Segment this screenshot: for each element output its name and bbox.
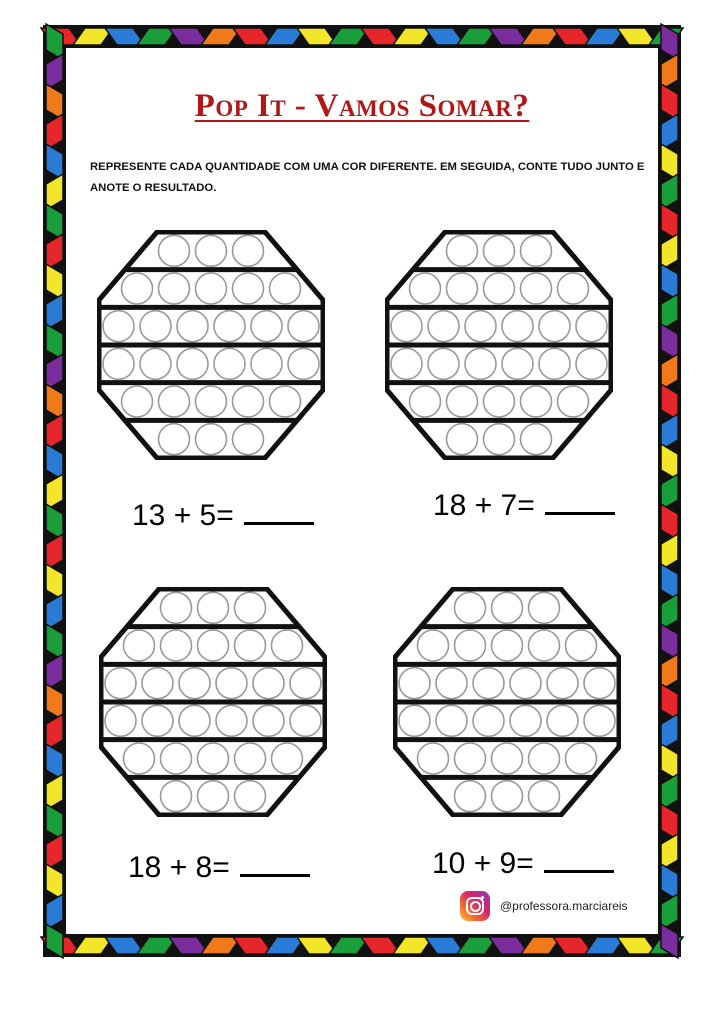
pop-bubble [484, 424, 515, 455]
pop-bubble [566, 630, 597, 661]
answer-blank[interactable] [544, 846, 614, 873]
sum-expression: 18 + 8= [128, 851, 230, 884]
sum-exercise-3 [128, 850, 310, 885]
answer-blank[interactable] [545, 488, 615, 515]
pop-bubble [251, 311, 282, 342]
instagram-icon [460, 891, 490, 921]
pop-bubble [547, 668, 578, 699]
pop-bubble [233, 386, 264, 417]
social-handle [460, 891, 628, 921]
pop-bubble [270, 273, 301, 304]
pop-bubble [159, 386, 190, 417]
pop-bubble [391, 348, 422, 379]
pop-bubble [436, 705, 467, 736]
pop-bubble [235, 592, 266, 623]
pop-bubble [216, 668, 247, 699]
pop-bubble [484, 386, 515, 417]
pop-bubble [584, 705, 615, 736]
pop-bubble [251, 348, 282, 379]
pop-bubble [122, 273, 153, 304]
pop-bubble [391, 311, 422, 342]
pop-bubble [272, 630, 303, 661]
pop-bubble [124, 630, 155, 661]
pop-bubble [428, 311, 459, 342]
pop-bubble [521, 235, 552, 266]
pop-bubble [159, 273, 190, 304]
pop-bubble [196, 424, 227, 455]
pop-bubble [233, 235, 264, 266]
pop-bubble [447, 273, 478, 304]
sum-expression: 18 + 7= [433, 489, 535, 522]
pop-bubble [105, 668, 136, 699]
pop-bubble [529, 592, 560, 623]
pop-bubble [510, 668, 541, 699]
pop-bubble [235, 630, 266, 661]
sum-exercise-4 [432, 846, 614, 881]
popit-octagon-4 [393, 587, 621, 817]
pop-bubble [179, 668, 210, 699]
pop-bubble [235, 743, 266, 774]
page-title: Pop It - Vamos Somar? [194, 88, 530, 124]
pop-bubble [428, 348, 459, 379]
pop-bubble [455, 630, 486, 661]
pop-bubble [233, 424, 264, 455]
pop-bubble [566, 743, 597, 774]
pop-bubble [492, 781, 523, 812]
handle-text: @professora.marciareis [500, 899, 628, 913]
pop-bubble [455, 781, 486, 812]
pop-bubble [142, 705, 173, 736]
pop-bubble [521, 424, 552, 455]
pop-bubble [103, 348, 134, 379]
pop-bubble [576, 311, 607, 342]
pop-bubble [179, 705, 210, 736]
pop-bubble [447, 424, 478, 455]
pop-bubble [159, 424, 190, 455]
popit-octagon-1 [97, 230, 325, 460]
pop-bubble [198, 743, 229, 774]
pop-bubble [418, 743, 449, 774]
sum-expression: 10 + 9= [432, 847, 534, 880]
pop-bubble [547, 705, 578, 736]
pop-bubble [124, 743, 155, 774]
pop-bubble [161, 630, 192, 661]
pop-bubble [502, 311, 533, 342]
instructions-text: REPRESENTE CADA QUANTIDADE COM UMA COR DIFERENTE. EM SEGUIDA, CONTE TUDO JUNTO E ANOTE O RESULTADO. [90, 161, 645, 194]
pop-bubble [105, 705, 136, 736]
pop-bubble [529, 743, 560, 774]
answer-blank[interactable] [240, 850, 310, 877]
pop-bubble [576, 348, 607, 379]
pop-bubble [399, 705, 430, 736]
pop-bubble [288, 311, 319, 342]
pop-bubble [177, 348, 208, 379]
pop-bubble [465, 348, 496, 379]
pop-bubble [233, 273, 264, 304]
pop-bubble [140, 311, 171, 342]
pop-bubble [122, 386, 153, 417]
pop-bubble [418, 630, 449, 661]
pop-bubble [272, 743, 303, 774]
pop-bubble [177, 311, 208, 342]
pop-bubble [198, 630, 229, 661]
pop-bubble [465, 311, 496, 342]
popit-octagon-3 [99, 587, 327, 817]
pop-bubble [214, 311, 245, 342]
pop-bubble [159, 235, 190, 266]
pop-bubble [410, 273, 441, 304]
pop-bubble [253, 668, 284, 699]
pop-bubble [198, 781, 229, 812]
pop-bubble [529, 630, 560, 661]
pop-bubble [502, 348, 533, 379]
pop-bubble [584, 668, 615, 699]
pop-bubble [142, 668, 173, 699]
pop-bubble [455, 592, 486, 623]
pop-bubble [447, 386, 478, 417]
answer-blank[interactable] [244, 498, 314, 525]
popit-octagon-2 [385, 230, 613, 460]
pop-bubble [521, 273, 552, 304]
pop-bubble [473, 668, 504, 699]
pop-bubble [558, 273, 589, 304]
pop-bubble [270, 386, 301, 417]
pop-bubble [492, 592, 523, 623]
pop-bubble [196, 235, 227, 266]
pop-bubble [196, 386, 227, 417]
pop-bubble [436, 668, 467, 699]
pop-bubble [510, 705, 541, 736]
pop-bubble [447, 235, 478, 266]
pop-bubble [161, 781, 192, 812]
pop-bubble [140, 348, 171, 379]
pop-bubble [196, 273, 227, 304]
pop-bubble [455, 743, 486, 774]
pop-bubble [492, 630, 523, 661]
pop-bubble [484, 273, 515, 304]
pop-bubble [161, 592, 192, 623]
sum-exercise-1 [132, 498, 314, 533]
pop-bubble [484, 235, 515, 266]
sum-exercise-2 [433, 488, 615, 523]
pop-bubble [399, 668, 430, 699]
pop-bubble [492, 743, 523, 774]
pop-bubble [161, 743, 192, 774]
pop-bubble [473, 705, 504, 736]
pop-bubble [103, 311, 134, 342]
pop-bubble [529, 781, 560, 812]
pop-bubble [288, 348, 319, 379]
pop-bubble [558, 386, 589, 417]
pop-bubble [253, 705, 284, 736]
pop-bubble [216, 705, 247, 736]
pop-bubble [214, 348, 245, 379]
pop-bubble [198, 592, 229, 623]
pop-bubble [410, 386, 441, 417]
sum-expression: 13 + 5= [132, 499, 234, 532]
pop-bubble [521, 386, 552, 417]
pop-bubble [539, 311, 570, 342]
pop-bubble [539, 348, 570, 379]
pop-bubble [290, 668, 321, 699]
pop-bubble [235, 781, 266, 812]
pop-bubble [290, 705, 321, 736]
